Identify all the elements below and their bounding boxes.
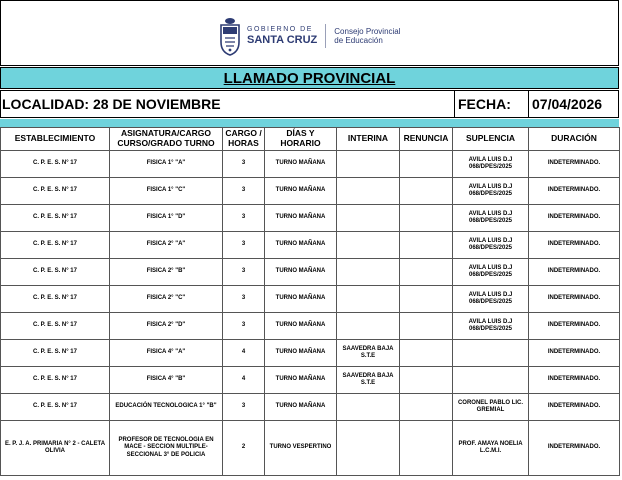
cell-interina: SAAVEDRA BAJA S.T.E <box>337 340 400 367</box>
cell-establecimiento: C. P. E. S. N° 17 <box>1 178 110 205</box>
cell-interina <box>337 259 400 286</box>
col-suplencia: SUPLENCIA <box>453 128 529 151</box>
cell-dias: TURNO VESPERTINO <box>265 421 337 476</box>
cell-suplencia: AVILA LUIS D.J 068/DPES/2025 <box>453 313 529 340</box>
cell-dias: TURNO MAÑANA <box>265 286 337 313</box>
col-dias: DÍAS Y HORARIO <box>265 128 337 151</box>
cell-duracion: INDETERMINADO. <box>529 178 620 205</box>
cell-establecimiento: E. P. J. A. PRIMARIA N° 2 - CALETA OLIVIA <box>1 421 110 476</box>
cell-asignatura: FISICA 1° "C" <box>110 178 223 205</box>
cell-duracion: INDETERMINADO. <box>529 394 620 421</box>
cell-horas: 3 <box>223 178 265 205</box>
table-row <box>1 178 620 205</box>
logo-group <box>219 15 401 57</box>
cell-suplencia: AVILA LUIS D.J 068/DPES/2025 <box>453 286 529 313</box>
consejo-line-2: de Educación <box>334 36 383 45</box>
cell-horas: 2 <box>223 421 265 476</box>
localidad-label: LOCALIDAD: 28 DE NOVIEMBRE <box>2 96 221 112</box>
cell-duracion: INDETERMINADO. <box>529 259 620 286</box>
cell-suplencia: CORONEL PABLO LIC. GREMIAL <box>453 394 529 421</box>
cell-asignatura: FISICA 1° "D" <box>110 205 223 232</box>
table-row <box>1 259 620 286</box>
cell-asignatura: FISICA 1° "A" <box>110 151 223 178</box>
cell-interina <box>337 232 400 259</box>
col-duracion: DURACIÓN <box>529 128 620 151</box>
cell-asignatura: FISICA 2° "C" <box>110 286 223 313</box>
cell-suplencia: AVILA LUIS D.J 068/DPES/2025 <box>453 205 529 232</box>
cell-renuncia <box>400 151 453 178</box>
cell-suplencia: AVILA LUIS D.J 068/DPES/2025 <box>453 178 529 205</box>
col-asignatura-line-2: CURSO/GRADO TURNO <box>117 138 215 148</box>
letterhead <box>0 0 619 66</box>
info-row <box>0 90 619 118</box>
cell-dias: TURNO MAÑANA <box>265 367 337 394</box>
col-interina: INTERINA <box>337 128 400 151</box>
info-divider <box>454 91 455 117</box>
cell-dias: TURNO MAÑANA <box>265 313 337 340</box>
info-divider <box>528 91 529 117</box>
cell-horas: 3 <box>223 313 265 340</box>
cell-renuncia <box>400 367 453 394</box>
cell-renuncia <box>400 178 453 205</box>
cell-horas: 4 <box>223 367 265 394</box>
cell-suplencia <box>453 367 529 394</box>
cell-horas: 4 <box>223 340 265 367</box>
table-row <box>1 286 620 313</box>
cell-duracion: INDETERMINADO. <box>529 421 620 476</box>
cell-dias: TURNO MAÑANA <box>265 259 337 286</box>
cell-interina <box>337 313 400 340</box>
gobierno-name: SANTA CRUZ <box>247 34 318 46</box>
fecha-value: 07/04/2026 <box>532 96 603 112</box>
col-cargo-line-1: CARGO / <box>225 128 262 139</box>
cell-suplencia: AVILA LUIS D.J 068/DPES/2025 <box>453 151 529 178</box>
cell-interina <box>337 205 400 232</box>
cell-interina <box>337 421 400 476</box>
cell-renuncia <box>400 205 453 232</box>
cell-renuncia <box>400 259 453 286</box>
col-cargo <box>223 128 265 151</box>
cell-dias: TURNO MAÑANA <box>265 178 337 205</box>
cell-renuncia <box>400 232 453 259</box>
col-asignatura-line-1: ASIGNATURA/CARGO <box>120 128 212 139</box>
cell-dias: TURNO MAÑANA <box>265 232 337 259</box>
cell-horas: 3 <box>223 394 265 421</box>
cell-establecimiento: C. P. E. S. N° 17 <box>1 286 110 313</box>
header-row <box>1 128 620 151</box>
cell-horas: 3 <box>223 232 265 259</box>
accent-stripe <box>0 119 619 127</box>
col-renuncia: RENUNCIA <box>400 128 453 151</box>
cell-duracion: INDETERMINADO. <box>529 286 620 313</box>
cell-renuncia <box>400 286 453 313</box>
cell-horas: 3 <box>223 151 265 178</box>
cell-interina <box>337 178 400 205</box>
cell-duracion: INDETERMINADO. <box>529 340 620 367</box>
cell-interina <box>337 394 400 421</box>
cell-asignatura: FISICA 2° "A" <box>110 232 223 259</box>
cell-renuncia <box>400 421 453 476</box>
cell-interina <box>337 151 400 178</box>
santa-cruz-crest-icon <box>219 16 241 56</box>
cell-duracion: INDETERMINADO. <box>529 205 620 232</box>
logo-divider <box>325 24 326 48</box>
consejo-wordmark <box>334 27 400 45</box>
cell-duracion: INDETERMINADO. <box>529 367 620 394</box>
table-row <box>1 151 620 178</box>
cell-horas: 3 <box>223 259 265 286</box>
cell-dias: TURNO MAÑANA <box>265 394 337 421</box>
cell-horas: 3 <box>223 205 265 232</box>
gobierno-line: GOBIERNO DE <box>247 26 313 33</box>
cell-establecimiento: C. P. E. S. N° 17 <box>1 394 110 421</box>
cell-establecimiento: C. P. E. S. N° 17 <box>1 313 110 340</box>
cell-suplencia: PROF. AMAYA NOELIA L.C.M.I. <box>453 421 529 476</box>
table-row <box>1 205 620 232</box>
cell-establecimiento: C. P. E. S. N° 17 <box>1 205 110 232</box>
cell-renuncia <box>400 394 453 421</box>
cell-suplencia: AVILA LUIS D.J 068/DPES/2025 <box>453 259 529 286</box>
table-row <box>1 421 620 476</box>
table-row <box>1 394 620 421</box>
gobierno-wordmark <box>247 26 317 46</box>
cell-interina <box>337 286 400 313</box>
cell-horas: 3 <box>223 286 265 313</box>
cell-asignatura: FISICA 2° "B" <box>110 259 223 286</box>
table-row <box>1 313 620 340</box>
col-cargo-line-2: HORAS <box>228 138 259 148</box>
cell-asignatura: EDUCACIÓN TECNOLOGICA 1° "B" <box>110 394 223 421</box>
cell-establecimiento: C. P. E. S. N° 17 <box>1 151 110 178</box>
cell-suplencia <box>453 340 529 367</box>
col-establecimiento: ESTABLECIMIENTO <box>1 128 110 151</box>
cell-interina: SAAVEDRA BAJA S.T.E <box>337 367 400 394</box>
cell-asignatura: PROFESOR DE TECNOLOGIA EN MACE - SECCION MULTIPLE- SECCIONAL 3° DE POLICIA <box>110 421 223 476</box>
cell-asignatura: FISICA 4° "A" <box>110 340 223 367</box>
cell-renuncia <box>400 340 453 367</box>
cell-establecimiento: C. P. E. S. N° 17 <box>1 367 110 394</box>
table-row <box>1 340 620 367</box>
cell-dias: TURNO MAÑANA <box>265 151 337 178</box>
cell-asignatura: FISICA 2° "D" <box>110 313 223 340</box>
cell-establecimiento: C. P. E. S. N° 17 <box>1 340 110 367</box>
cell-establecimiento: C. P. E. S. N° 17 <box>1 232 110 259</box>
consejo-line-1: Consejo Provincial <box>334 26 401 36</box>
cell-duracion: INDETERMINADO. <box>529 151 620 178</box>
page-title: LLAMADO PROVINCIAL <box>223 69 396 87</box>
col-asignatura <box>110 128 223 151</box>
cell-establecimiento: C. P. E. S. N° 17 <box>1 259 110 286</box>
cell-suplencia: AVILA LUIS D.J 068/DPES/2025 <box>453 232 529 259</box>
fecha-label: FECHA: <box>458 96 511 112</box>
cell-duracion: INDETERMINADO. <box>529 313 620 340</box>
cell-dias: TURNO MAÑANA <box>265 205 337 232</box>
cell-dias: TURNO MAÑANA <box>265 340 337 367</box>
title-banner <box>0 67 619 89</box>
cell-asignatura: FISICA 4° "B" <box>110 367 223 394</box>
table-row <box>1 232 620 259</box>
cell-duracion: INDETERMINADO. <box>529 232 620 259</box>
cell-renuncia <box>400 313 453 340</box>
table-row <box>1 367 620 394</box>
vacancies-table <box>0 127 620 476</box>
